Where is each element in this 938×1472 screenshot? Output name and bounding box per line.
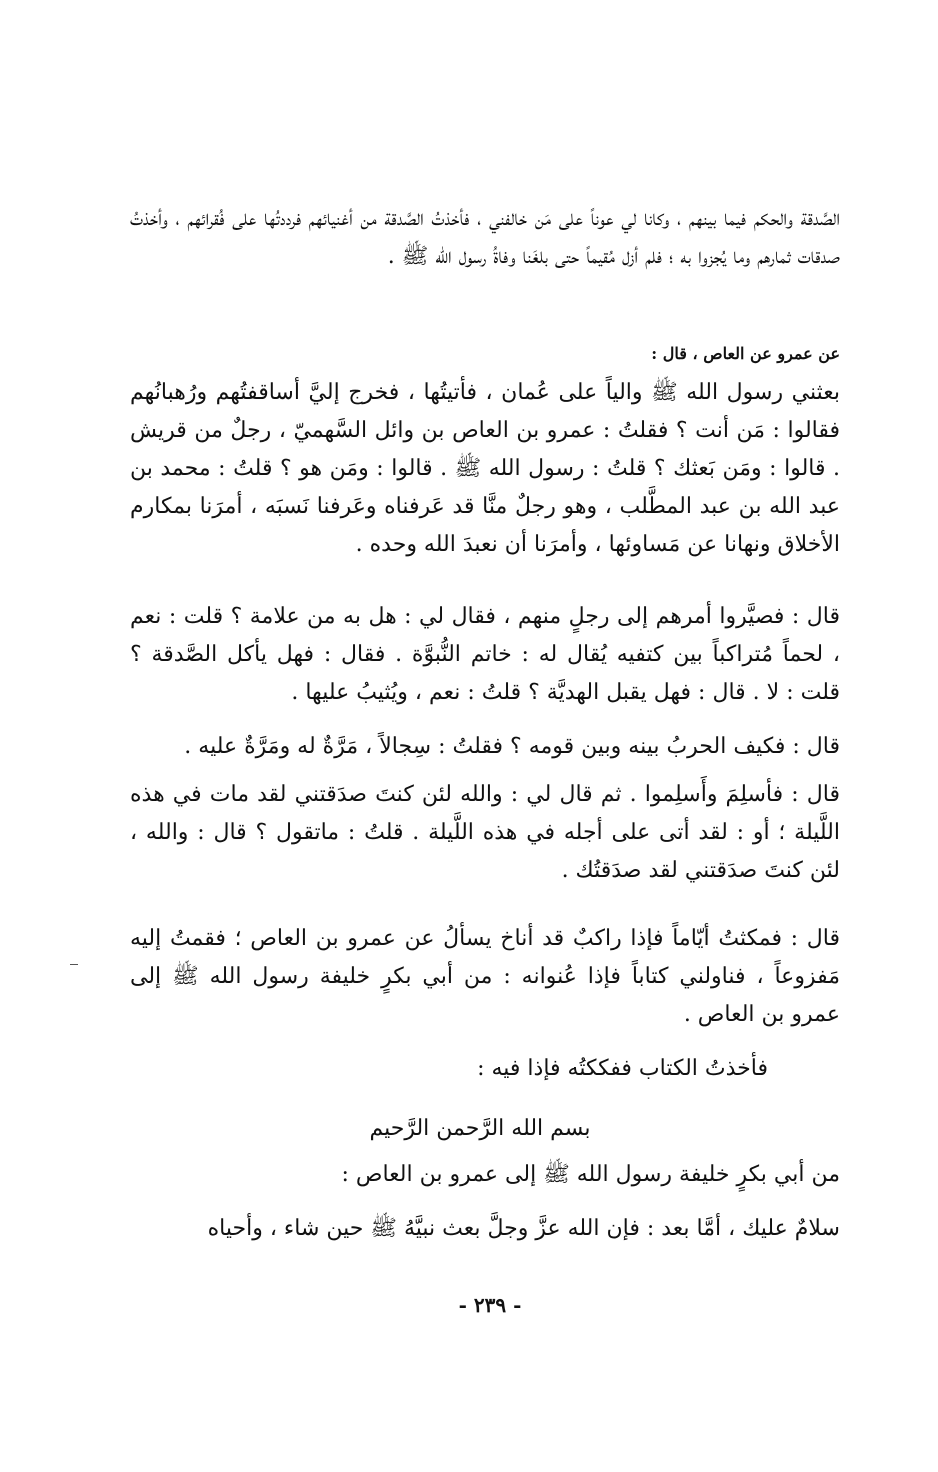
section-heading: عن عمرو عن العاص ، قال : [651, 344, 840, 363]
paragraph-rider-letter: قال : فمكثتُ أيّاماً فإذا راكبٌ قد أناخ يسألُ عن عمرو بن العاص ؛ فقمتُ إليه مَفزوعاً ، فناولني كتاباً فإذا عُنوانه : من أبي بكرٍ خليفة رسول الله ﷺ إلى عمرو بن العاص . [130, 926, 840, 1027]
paragraph-mission-to-oman: بعثني رسول الله ﷺ والياً على عُمان ، فأتيتُها ، فخرج إليَّ أساقفتُهم ورُهبانُهم فقالوا : مَن أنت ؟ فقلتُ : عمرو بن العاص بن وائل السَّهميّ ، رجلٌ من قريش . قالوا : ومَن بَعثك ؟ قلتُ : رسول الله ﷺ . قالوا : ومَن هو ؟ قلتُ : محمد بن عبد الله بن عبد المطَّلب ، وهو رجلٌ منَّا قد عَرفناه وعَرفنا نَسبَه ، أمرَنا بمكارم الأخلاق ونهانا عن مَساوئها ، وأمرَنا أن نعبدَ الله وحده . [130, 380, 840, 557]
letter-salutation-line: سلامٌ عليك ، أمَّا بعد : فإن الله عزَّ وجلَّ بعث نبيَّهُ ﷺ حين شاء ، وأحياه [207, 1216, 840, 1241]
letter-sender-line: من أبي بكرٍ خليفة رسول الله ﷺ إلى عمرو بن العاص : [341, 1162, 840, 1187]
paragraph-opening-letter: فأخذتُ الكتاب ففككتُه فإذا فيه : [477, 1056, 768, 1081]
page-number: - ٢٣٩ - [458, 1293, 522, 1317]
paragraph-war: قال : فكيف الحربُ بينه وبين قومه ؟ فقلتُ : سِجالاً ، مَرَّةٌ له ومَرَّةٌ عليه . [184, 734, 840, 759]
paragraph-conversion: قال : فأسلِمَ وأَسلِموا . ثم قال لي : والله لئن كنتَ صدَقتني لقد مات في هذه اللَّيلة ؛ أو : لقد أتى على أجله في هذه اللَّيلة . قلتُ : ماتقول ؟ قال : والله ، لئن كنتَ صدَقتني لقد صدَقتُك . [130, 782, 841, 883]
paragraph-sadaqa: الصَّدقة والحكم فيما بينهم ، وكانا لي عوناً على مَن خالفني ، فأخذتُ الصَّدقة من أغنيائهم فرددتُها على فُقرائهم ، وأخذتُ صدقات ثمارهم وما يُجزوا به ؛ فلم أزل مُقيماً حتى بلغَنا وفاةُ رسول الله ﷺ . [130, 206, 840, 269]
margin-mark [70, 964, 78, 965]
basmala: بسم الله الرَّحمن الرَّحيم [369, 1116, 591, 1141]
paragraph-sign-of-prophethood: قال : فصيَّروا أمرهم إلى رجلٍ منهم ، فقال لي : هل به من علامة ؟ قلت : نعم ، لحماً مُتراكباً بين كتفيه يُقال له : خاتم النُّبوَّة . فقال : فهل يأكل الصَّدقة ؟ قلت : لا . قال : فهل يقبل الهديَّة ؟ قلتُ : نعم ، ويُثيبُ عليها . [130, 604, 840, 705]
